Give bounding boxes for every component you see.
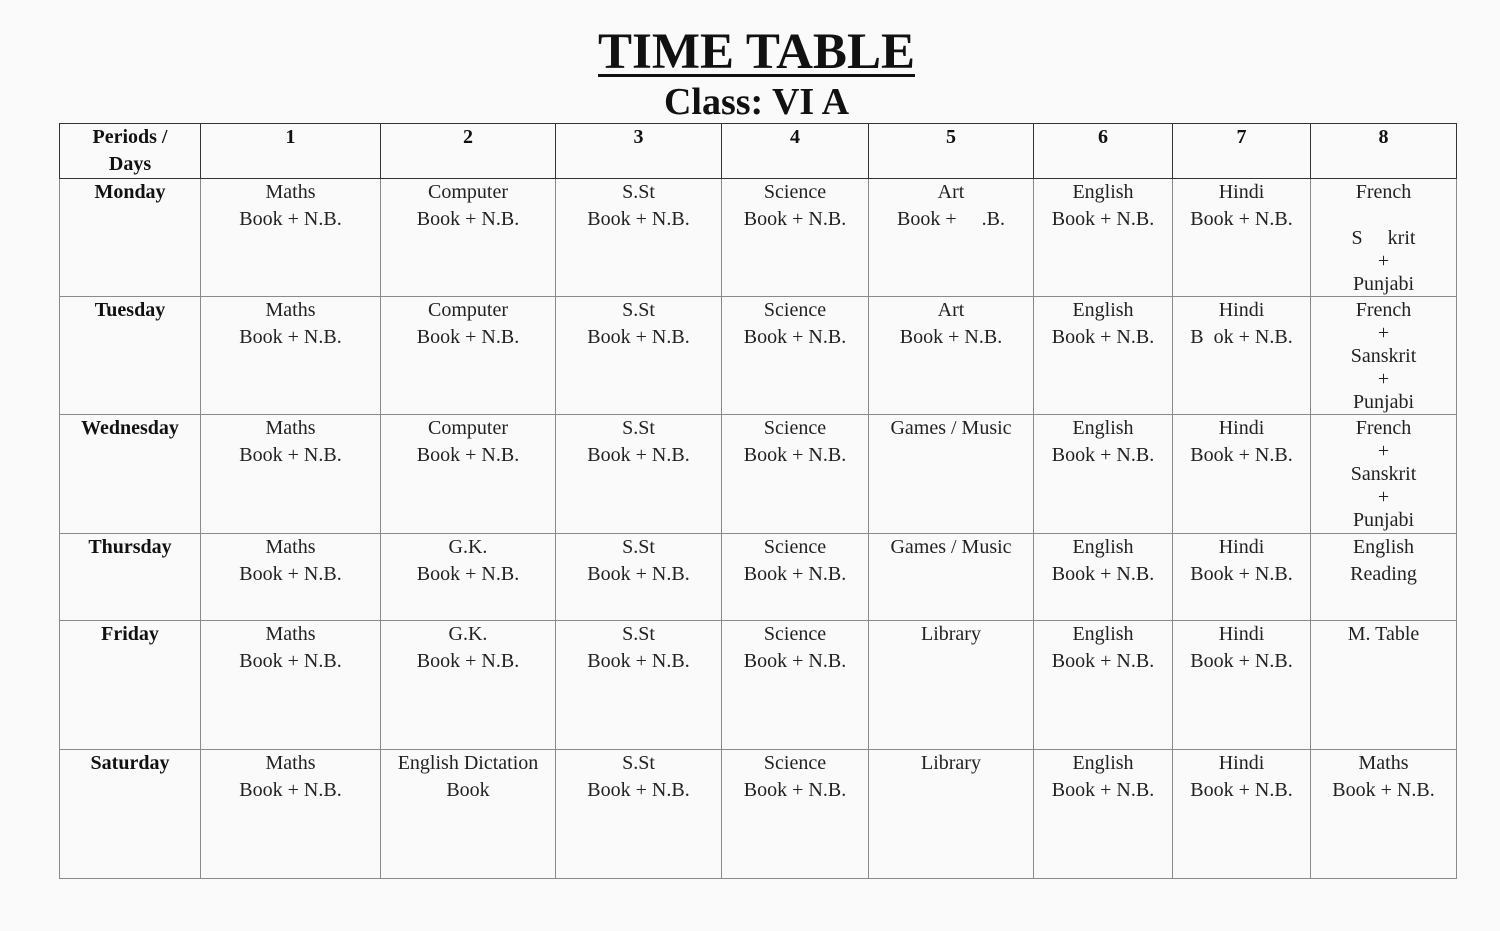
subject-name: Maths — [265, 417, 316, 439]
subject-name: Science — [763, 181, 827, 203]
subject-detail: Book + N.B. — [239, 444, 342, 466]
subject-detail: Book + .B. — [897, 208, 1005, 230]
period-header-4: 4 — [722, 124, 869, 179]
subject-detail: Book + N.B. — [239, 650, 342, 672]
period-cell — [556, 534, 722, 621]
subject-name: Hindi — [1218, 299, 1265, 321]
subject-detail: Book + N.B. — [743, 563, 847, 585]
period-header-6: 6 — [1034, 124, 1173, 179]
subject-detail: Book + N.B. — [239, 563, 342, 585]
period-cell — [1311, 621, 1457, 750]
subject-detail: Book + N.B. — [1051, 563, 1155, 585]
timetable-body — [60, 179, 1457, 879]
period-cell — [869, 621, 1034, 750]
subject-name: Maths — [265, 752, 316, 774]
period-cell — [1034, 750, 1173, 879]
period-cell — [556, 750, 722, 879]
subject-detail: Punjabi — [1352, 391, 1415, 413]
subject-detail: Book + N.B. — [1190, 563, 1293, 585]
subject-name: Science — [763, 299, 827, 321]
period-header-2: 2 — [381, 124, 556, 179]
day-label: Saturday — [60, 750, 201, 879]
period-cell — [869, 750, 1034, 879]
table-row — [60, 534, 1457, 621]
day-label: Wednesday — [60, 415, 201, 534]
subject-name: Games / Music — [890, 536, 1012, 558]
period-cell — [869, 415, 1034, 534]
subject-name: English — [1072, 623, 1134, 645]
subject-detail: Book + N.B. — [1051, 779, 1155, 801]
corner-header-line2: Days — [108, 153, 152, 175]
period-cell — [722, 621, 869, 750]
subject-name: English — [1072, 299, 1134, 321]
subject-detail: Book + N.B. — [1190, 650, 1293, 672]
subject-name: English — [1352, 536, 1415, 558]
subject-name: Science — [763, 417, 827, 439]
period-cell — [201, 534, 381, 621]
subject-detail: Book + N.B. — [1190, 444, 1293, 466]
period-cell — [556, 621, 722, 750]
period-cell — [1173, 415, 1311, 534]
subject-name: English — [1072, 181, 1134, 203]
subject-name: Hindi — [1218, 181, 1265, 203]
period-cell — [556, 415, 722, 534]
subject-name: French — [1355, 417, 1412, 439]
subject-detail: Book + N.B. — [743, 779, 847, 801]
subject-detail: + — [1377, 486, 1390, 508]
period-cell — [1173, 621, 1311, 750]
period-cell — [201, 415, 381, 534]
period-cell — [381, 534, 556, 621]
subject-name: Games / Music — [890, 417, 1012, 439]
period-cell — [1311, 297, 1457, 415]
subject-detail: Book + N.B. — [239, 208, 342, 230]
subject-name: English — [1072, 752, 1134, 774]
subject-name: Library — [921, 752, 981, 774]
subject-name: Computer — [428, 299, 508, 321]
header-row — [60, 124, 1457, 179]
period-cell — [201, 179, 381, 297]
day-label: Thursday — [60, 534, 201, 621]
subject-detail: Punjabi — [1352, 273, 1415, 295]
period-cell — [1311, 534, 1457, 621]
subject-detail: + — [1377, 322, 1390, 344]
subject-name: G.K. — [448, 623, 488, 645]
period-cell — [381, 621, 556, 750]
period-cell — [1173, 750, 1311, 879]
table-row — [60, 415, 1457, 534]
period-header-5: 5 — [869, 124, 1034, 179]
subject-detail: Book + N.B. — [416, 563, 520, 585]
subject-detail: Book + N.B. — [1190, 779, 1293, 801]
subject-detail: Book + N.B. — [416, 208, 520, 230]
subject-detail: Book + N.B. — [239, 326, 342, 348]
period-cell — [1173, 534, 1311, 621]
period-cell — [1034, 415, 1173, 534]
subject-name: Maths — [265, 536, 316, 558]
subject-name: Computer — [428, 181, 508, 203]
period-cell — [1311, 179, 1457, 297]
subject-detail: Sanskrit — [1350, 463, 1417, 485]
subject-detail: Book + N.B. — [1051, 444, 1155, 466]
subject-detail: Book + N.B. — [587, 779, 690, 801]
subject-name: S.St — [622, 417, 655, 439]
subject-name: English Dictation — [397, 752, 539, 774]
subject-name: S.St — [622, 623, 655, 645]
period-cell — [722, 415, 869, 534]
subject-name: French — [1355, 299, 1412, 321]
subject-detail: S krit — [1351, 227, 1416, 249]
table-row — [60, 621, 1457, 750]
page-title-text: TIME TABLE — [598, 24, 915, 80]
page-title — [0, 22, 1500, 82]
subject-name: Maths — [1358, 752, 1409, 774]
period-cell — [722, 297, 869, 415]
subject-detail: Book + N.B. — [743, 208, 847, 230]
period-cell — [1034, 534, 1173, 621]
period-header-8: 8 — [1311, 124, 1457, 179]
period-cell — [869, 297, 1034, 415]
period-cell — [381, 750, 556, 879]
subject-name: Maths — [265, 181, 316, 203]
table-row — [60, 750, 1457, 879]
subject-name: Science — [763, 623, 827, 645]
subject-name: S.St — [622, 752, 655, 774]
subject-detail: Book + N.B. — [587, 208, 690, 230]
subject-detail: Book + N.B. — [416, 326, 520, 348]
subject-detail: B ok + N.B. — [1190, 326, 1293, 348]
subject-detail: Book — [446, 779, 490, 801]
subject-name: Maths — [265, 299, 316, 321]
subject-name: S.St — [622, 536, 655, 558]
day-label: Monday — [60, 179, 201, 297]
subject-detail: + — [1377, 250, 1390, 272]
subject-detail: Book + N.B. — [1332, 779, 1435, 801]
subject-detail: Book + N.B. — [899, 326, 1003, 348]
subject-name: Hindi — [1218, 623, 1265, 645]
subject-name: Hindi — [1218, 536, 1265, 558]
subject-name: Library — [921, 623, 981, 645]
period-cell — [381, 297, 556, 415]
subject-detail: Book + N.B. — [743, 650, 847, 672]
subject-detail: Book + N.B. — [239, 779, 342, 801]
subject-detail: Sanskrit — [1350, 345, 1417, 367]
period-cell — [556, 297, 722, 415]
period-header-7: 7 — [1173, 124, 1311, 179]
period-cell — [1311, 750, 1457, 879]
subject-name: S.St — [622, 181, 655, 203]
subject-detail: Book + N.B. — [743, 326, 847, 348]
subject-detail: Book + N.B. — [1190, 208, 1293, 230]
subject-name: Hindi — [1218, 417, 1265, 439]
subject-detail: Book + N.B. — [1051, 326, 1155, 348]
subject-name: Science — [763, 752, 827, 774]
table-row — [60, 297, 1457, 415]
subject-detail: Book + N.B. — [743, 444, 847, 466]
subject-detail: Book + N.B. — [416, 444, 520, 466]
subject-detail: Reading — [1350, 563, 1417, 585]
subject-detail: Book + N.B. — [1051, 650, 1155, 672]
period-cell — [1173, 179, 1311, 297]
subject-name: S.St — [622, 299, 655, 321]
subject-name: Science — [763, 536, 827, 558]
period-cell — [1034, 621, 1173, 750]
period-cell — [1034, 297, 1173, 415]
day-label: Tuesday — [60, 297, 201, 415]
timetable — [59, 123, 1457, 879]
subject-name: M. Table — [1347, 623, 1420, 645]
period-cell — [1173, 297, 1311, 415]
subject-detail: + — [1377, 368, 1390, 390]
period-cell — [556, 179, 722, 297]
day-label: Friday — [60, 621, 201, 750]
subject-name: Art — [937, 181, 965, 203]
subject-name: Hindi — [1218, 752, 1265, 774]
period-cell — [722, 750, 869, 879]
subject-detail: Book + N.B. — [1051, 208, 1155, 230]
subject-detail: + — [1377, 440, 1390, 462]
period-cell — [381, 415, 556, 534]
period-cell — [1034, 179, 1173, 297]
period-header-3: 3 — [556, 124, 722, 179]
subject-name: English — [1072, 417, 1134, 439]
subject-detail: Punjabi — [1352, 509, 1415, 531]
period-cell — [201, 621, 381, 750]
period-cell — [722, 179, 869, 297]
corner-header — [60, 124, 201, 179]
corner-header-line1: Periods / — [92, 126, 168, 148]
subject-detail — [1311, 204, 1456, 227]
subject-detail: Book + N.B. — [416, 650, 520, 672]
period-header-1: 1 — [201, 124, 381, 179]
period-cell — [1311, 415, 1457, 534]
table-row — [60, 179, 1457, 297]
period-cell — [869, 179, 1034, 297]
subject-name: English — [1072, 536, 1134, 558]
class-subtitle: Class: VI A — [663, 81, 850, 123]
subject-name: Maths — [265, 623, 316, 645]
period-cell — [201, 750, 381, 879]
subject-detail: Book + N.B. — [587, 650, 690, 672]
period-cell — [722, 534, 869, 621]
subject-detail: Book + N.B. — [587, 326, 690, 348]
subject-name: Art — [937, 299, 965, 321]
subject-name: G.K. — [448, 536, 488, 558]
subject-detail: Book + N.B. — [587, 563, 690, 585]
period-cell — [869, 534, 1034, 621]
subject-name: Computer — [428, 417, 508, 439]
subject-name: French — [1355, 181, 1412, 203]
period-cell — [381, 179, 556, 297]
subject-detail: Book + N.B. — [587, 444, 690, 466]
period-cell — [201, 297, 381, 415]
